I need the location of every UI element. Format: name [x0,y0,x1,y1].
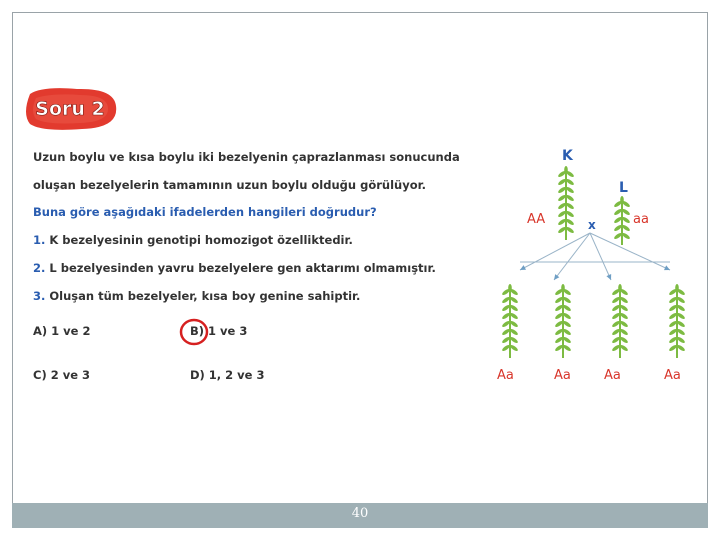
connector-line [590,233,611,280]
offspring-2-genotype: Aa [554,368,571,383]
option-c[interactable]: C) 2 ve 3 [33,368,91,382]
offspring-4-plant [668,284,685,358]
statement-2-number: 2. [33,261,46,275]
offspring-2-plant [554,284,571,358]
statement-2-text: L bezelyesinden yavru bezelyelere gen aktarımı olmamıştır. [49,261,436,275]
offspring-3-genotype: Aa [604,368,621,383]
parent-l-genotype: aa [633,212,649,227]
offspring-1-plant [501,284,518,358]
parent-k-label: K [562,148,573,164]
question-prompt: Buna göre aşağıdaki ifadelerden hangileri doğrudur? [33,205,377,219]
parent-l-label: L [619,180,628,196]
parent-k-plant [557,166,574,240]
parent-k-genotype: AA [527,212,546,227]
connector-line [590,233,670,270]
statement-1-text: K bezelyesinin genotipi homozigot özelliktedir. [49,233,353,247]
connector-line [520,233,590,270]
badge-text: Soru 2 [35,98,105,120]
cross-symbol: x [588,218,596,232]
offspring-3-plant [611,284,628,358]
connector-line [554,233,590,280]
statement-3-text: Oluşan tüm bezelyeler, kısa boy genine sahiptir. [49,289,361,303]
option-a[interactable]: A) 1 ve 2 [33,324,91,338]
statement-3-number: 3. [33,289,46,303]
option-b[interactable]: B) 1 ve 3 [190,324,248,338]
connector-arrowhead [554,274,559,280]
question-line-2: oluşan bezelyelerin tamamının uzun boylu olduğu görülüyor. [33,178,426,192]
page-number: 40 [351,506,369,521]
option-d[interactable]: D) 1, 2 ve 3 [190,368,265,382]
offspring-1-genotype: Aa [497,368,514,383]
question-line-1: Uzun boylu ve kısa boylu iki bezelyenin çaprazlanması sonucunda [33,150,460,164]
statement-1-number: 1. [33,233,46,247]
parent-l-plant [613,196,630,245]
offspring-4-genotype: Aa [664,368,681,383]
